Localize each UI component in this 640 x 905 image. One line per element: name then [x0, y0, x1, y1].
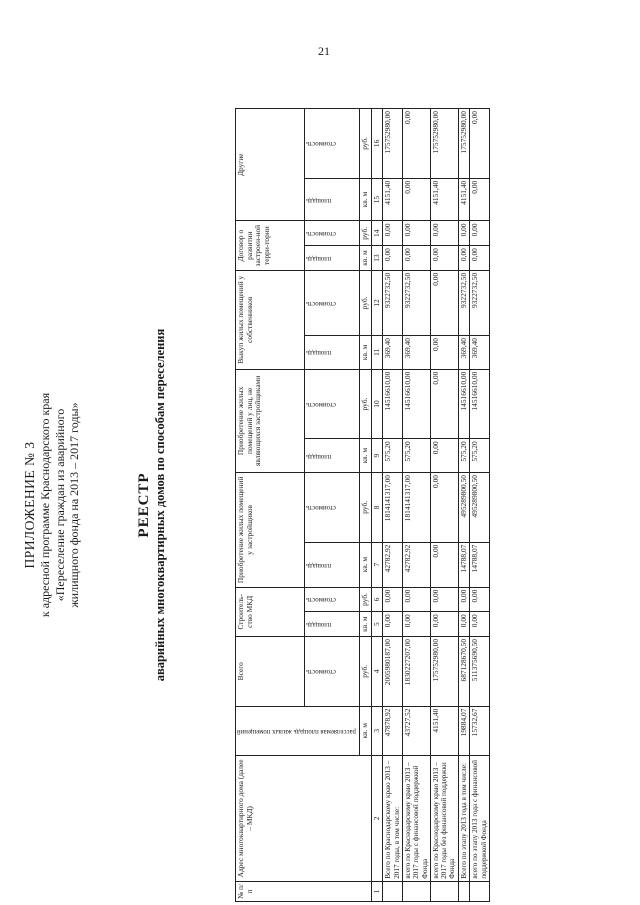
row-name: Всего по этапу 2013 года в том числе: [458, 756, 470, 882]
unit-sqm: кв. м [360, 706, 372, 755]
page-number: 21 [318, 44, 330, 58]
appendix-line: жилищного фонда на 2013 – 2017 годы» [66, 402, 81, 608]
row-value: 2005980187,00 [383, 636, 403, 706]
table-header-row [236, 109, 305, 902]
row-value: 175752980,00 [430, 109, 458, 179]
appendix-title: ПРИЛОЖЕНИЕ № 3 [22, 441, 37, 569]
subheader-area: площадь [305, 178, 360, 221]
row-value: 9322732,50 [383, 270, 403, 335]
table-row [383, 109, 403, 902]
row-value: 0,00 [430, 542, 458, 587]
unit-sqm: кв. м [360, 612, 372, 637]
header-purchase-other: Приобретение жилых помещений у лиц, не являющихся застройщиками [236, 369, 305, 472]
rotated-page-content [0, 105, 640, 905]
row-value: 43727,52 [403, 706, 431, 755]
subheader-cost: стоимость [305, 270, 360, 335]
row-value: 0,00 [403, 109, 431, 179]
row-value: 495289800,50 [470, 473, 490, 543]
row-value: 14516610,00 [470, 369, 490, 439]
col-number: 8 [371, 473, 383, 543]
row-value: 1814141317,00 [383, 473, 403, 543]
row-name: всего по этапу 2013 года с финансовой поддержкой Фонда [470, 756, 490, 882]
row-num [470, 881, 490, 901]
subheader-area: площадь [305, 612, 360, 637]
registry-title: РЕЕСТР [136, 472, 153, 538]
row-value: 0,00 [383, 587, 403, 612]
row-value: 0,00 [470, 109, 490, 179]
row-value: 369,40 [383, 336, 403, 370]
col-number: 11 [371, 336, 383, 370]
row-value: 0,00 [403, 246, 431, 271]
row-name: всего по Краснодарскому краю 2013 – 2017 годы без финансовой поддержки Фонда [430, 756, 458, 882]
row-value: 0,00 [383, 612, 403, 637]
subheader-area: площадь [305, 439, 360, 473]
row-value: 1814141317,00 [403, 473, 431, 543]
row-value: 14516610,00 [458, 369, 470, 439]
row-value: 575,20 [470, 439, 490, 473]
row-num [383, 881, 403, 901]
row-value: 175752980,00 [383, 109, 403, 179]
row-num [458, 881, 470, 901]
header-area-living: расселяемая площадь жилых помещений [236, 706, 360, 755]
col-number: 10 [371, 369, 383, 439]
row-value: 4151,40 [430, 706, 458, 755]
unit-rub: руб. [360, 369, 372, 439]
header-construction: Строитель-ство МКД [236, 587, 305, 636]
col-number: 9 [371, 439, 383, 473]
row-value: 0,00 [430, 587, 458, 612]
col-number: 3 [371, 706, 383, 755]
subheader-cost: стоимость [305, 587, 360, 612]
subheader-area: площадь [305, 336, 360, 370]
table-colnum-row [371, 109, 383, 902]
unit-rub: руб. [360, 109, 372, 179]
row-value: 0,00 [458, 587, 470, 612]
col-number: 14 [371, 221, 383, 246]
row-value: 687128670,50 [458, 636, 470, 706]
subheader-cost: стоимость [305, 109, 360, 179]
row-value: 0,00 [458, 612, 470, 637]
col-number: 15 [371, 178, 383, 221]
row-value: 0,00 [430, 270, 458, 335]
col-number: 6 [371, 587, 383, 612]
row-value: 575,20 [403, 439, 431, 473]
header-contract: Договор о развитии застроен-ной терри-тории [236, 221, 305, 270]
col-number: 1 [371, 881, 383, 901]
unit-sqm: кв. м [360, 178, 372, 221]
row-value: 0,00 [430, 369, 458, 439]
row-value: 14516610,00 [403, 369, 431, 439]
row-value: 9322732,50 [470, 270, 490, 335]
row-value: 0,00 [470, 246, 490, 271]
col-number: 7 [371, 542, 383, 587]
row-value: 42782,92 [383, 542, 403, 587]
row-value: 0,00 [403, 178, 431, 221]
row-value: 4151,40 [383, 178, 403, 221]
row-value: 0,00 [430, 612, 458, 637]
row-value: 0,00 [458, 221, 470, 246]
header-other: Другие [236, 109, 305, 221]
unit-rub: руб. [360, 221, 372, 246]
row-value: 369,40 [470, 336, 490, 370]
appendix-line: «Переселение граждан из аварийного [52, 408, 67, 602]
row-value: 4151,40 [458, 178, 470, 221]
row-value: 0,00 [430, 221, 458, 246]
row-value: 0,00 [458, 246, 470, 271]
row-value: 9322732,50 [403, 270, 431, 335]
row-value: 14788,07 [458, 542, 470, 587]
table-row [430, 109, 458, 902]
row-value: 0,00 [470, 612, 490, 637]
unit-rub: руб. [360, 270, 372, 335]
subheader-cost: стоимость [305, 636, 360, 706]
table-row [403, 109, 431, 902]
row-value: 14788,07 [470, 542, 490, 587]
subheader-area: площадь [305, 246, 360, 271]
row-num [430, 881, 458, 901]
unit-sqm: кв. м [360, 439, 372, 473]
row-value: 0,00 [383, 246, 403, 271]
row-value: 19884,07 [458, 706, 470, 755]
unit-sqm: кв. м [360, 336, 372, 370]
col-number: 4 [371, 636, 383, 706]
row-value: 4151,40 [430, 178, 458, 221]
row-value: 0,00 [383, 221, 403, 246]
heading-block [22, 105, 168, 905]
header-num: № п/п [236, 881, 372, 901]
row-value: 0,00 [470, 178, 490, 221]
subheader-area: площадь [305, 542, 360, 587]
table-row [458, 109, 470, 902]
unit-rub: руб. [360, 587, 372, 612]
row-value: 14516610,00 [383, 369, 403, 439]
row-value: 0,00 [403, 612, 431, 637]
subheader-cost: стоимость [305, 369, 360, 439]
row-value: 175752980,00 [458, 109, 470, 179]
registry-table [235, 108, 490, 902]
col-number: 12 [371, 270, 383, 335]
row-value: 47878,92 [383, 706, 403, 755]
subheader-cost: стоимость [305, 473, 360, 543]
header-total: Всего [236, 636, 305, 706]
unit-rub: руб. [360, 636, 372, 706]
row-value: 511375690,50 [470, 636, 490, 706]
col-number: 13 [371, 246, 383, 271]
row-name: Всего по Краснодарскому краю 2013 – 2017 годы, в том числе: [383, 756, 403, 882]
row-value: 0,00 [470, 587, 490, 612]
header-address: Адрес многоквартирного дома (далее – МКД) [236, 756, 372, 882]
row-value: 0,00 [430, 439, 458, 473]
unit-rub: руб. [360, 473, 372, 543]
header-purchase-dev: Приобретение жилых помещений у застройщиков [236, 473, 305, 588]
row-value: 175752980,00 [430, 636, 458, 706]
row-value: 0,00 [430, 473, 458, 543]
registry-subtitle: аварийных многоквартирных домов по способам переселения [153, 328, 168, 682]
row-name: всего по Краснодарскому краю 2013 – 2017 годы с финансовой поддержкой Фонда [403, 756, 431, 882]
appendix-line: к адресной программе Краснодарского края [38, 392, 53, 618]
unit-sqm: кв. м [360, 246, 372, 271]
table-row [470, 109, 490, 902]
subheader-cost: стоимость [305, 221, 360, 246]
row-value: 0,00 [403, 587, 431, 612]
row-value: 0,00 [403, 221, 431, 246]
row-value: 1830227207,00 [403, 636, 431, 706]
row-num [403, 881, 431, 901]
header-buyout: Выкуп жилых помещений у собственников [236, 270, 305, 369]
row-value: 369,40 [458, 336, 470, 370]
row-value: 369,40 [403, 336, 431, 370]
col-number: 5 [371, 612, 383, 637]
unit-sqm: кв. м [360, 542, 372, 587]
col-number: 2 [371, 756, 383, 882]
row-value: 15732,67 [470, 706, 490, 755]
row-value: 0,00 [430, 336, 458, 370]
row-value: 42782,92 [403, 542, 431, 587]
row-value: 9322732,50 [458, 270, 470, 335]
row-value: 495289800,50 [458, 473, 470, 543]
row-value: 0,00 [470, 221, 490, 246]
row-value: 0,00 [430, 246, 458, 271]
row-value: 575,20 [458, 439, 470, 473]
row-value: 575,20 [383, 439, 403, 473]
col-number: 16 [371, 109, 383, 179]
